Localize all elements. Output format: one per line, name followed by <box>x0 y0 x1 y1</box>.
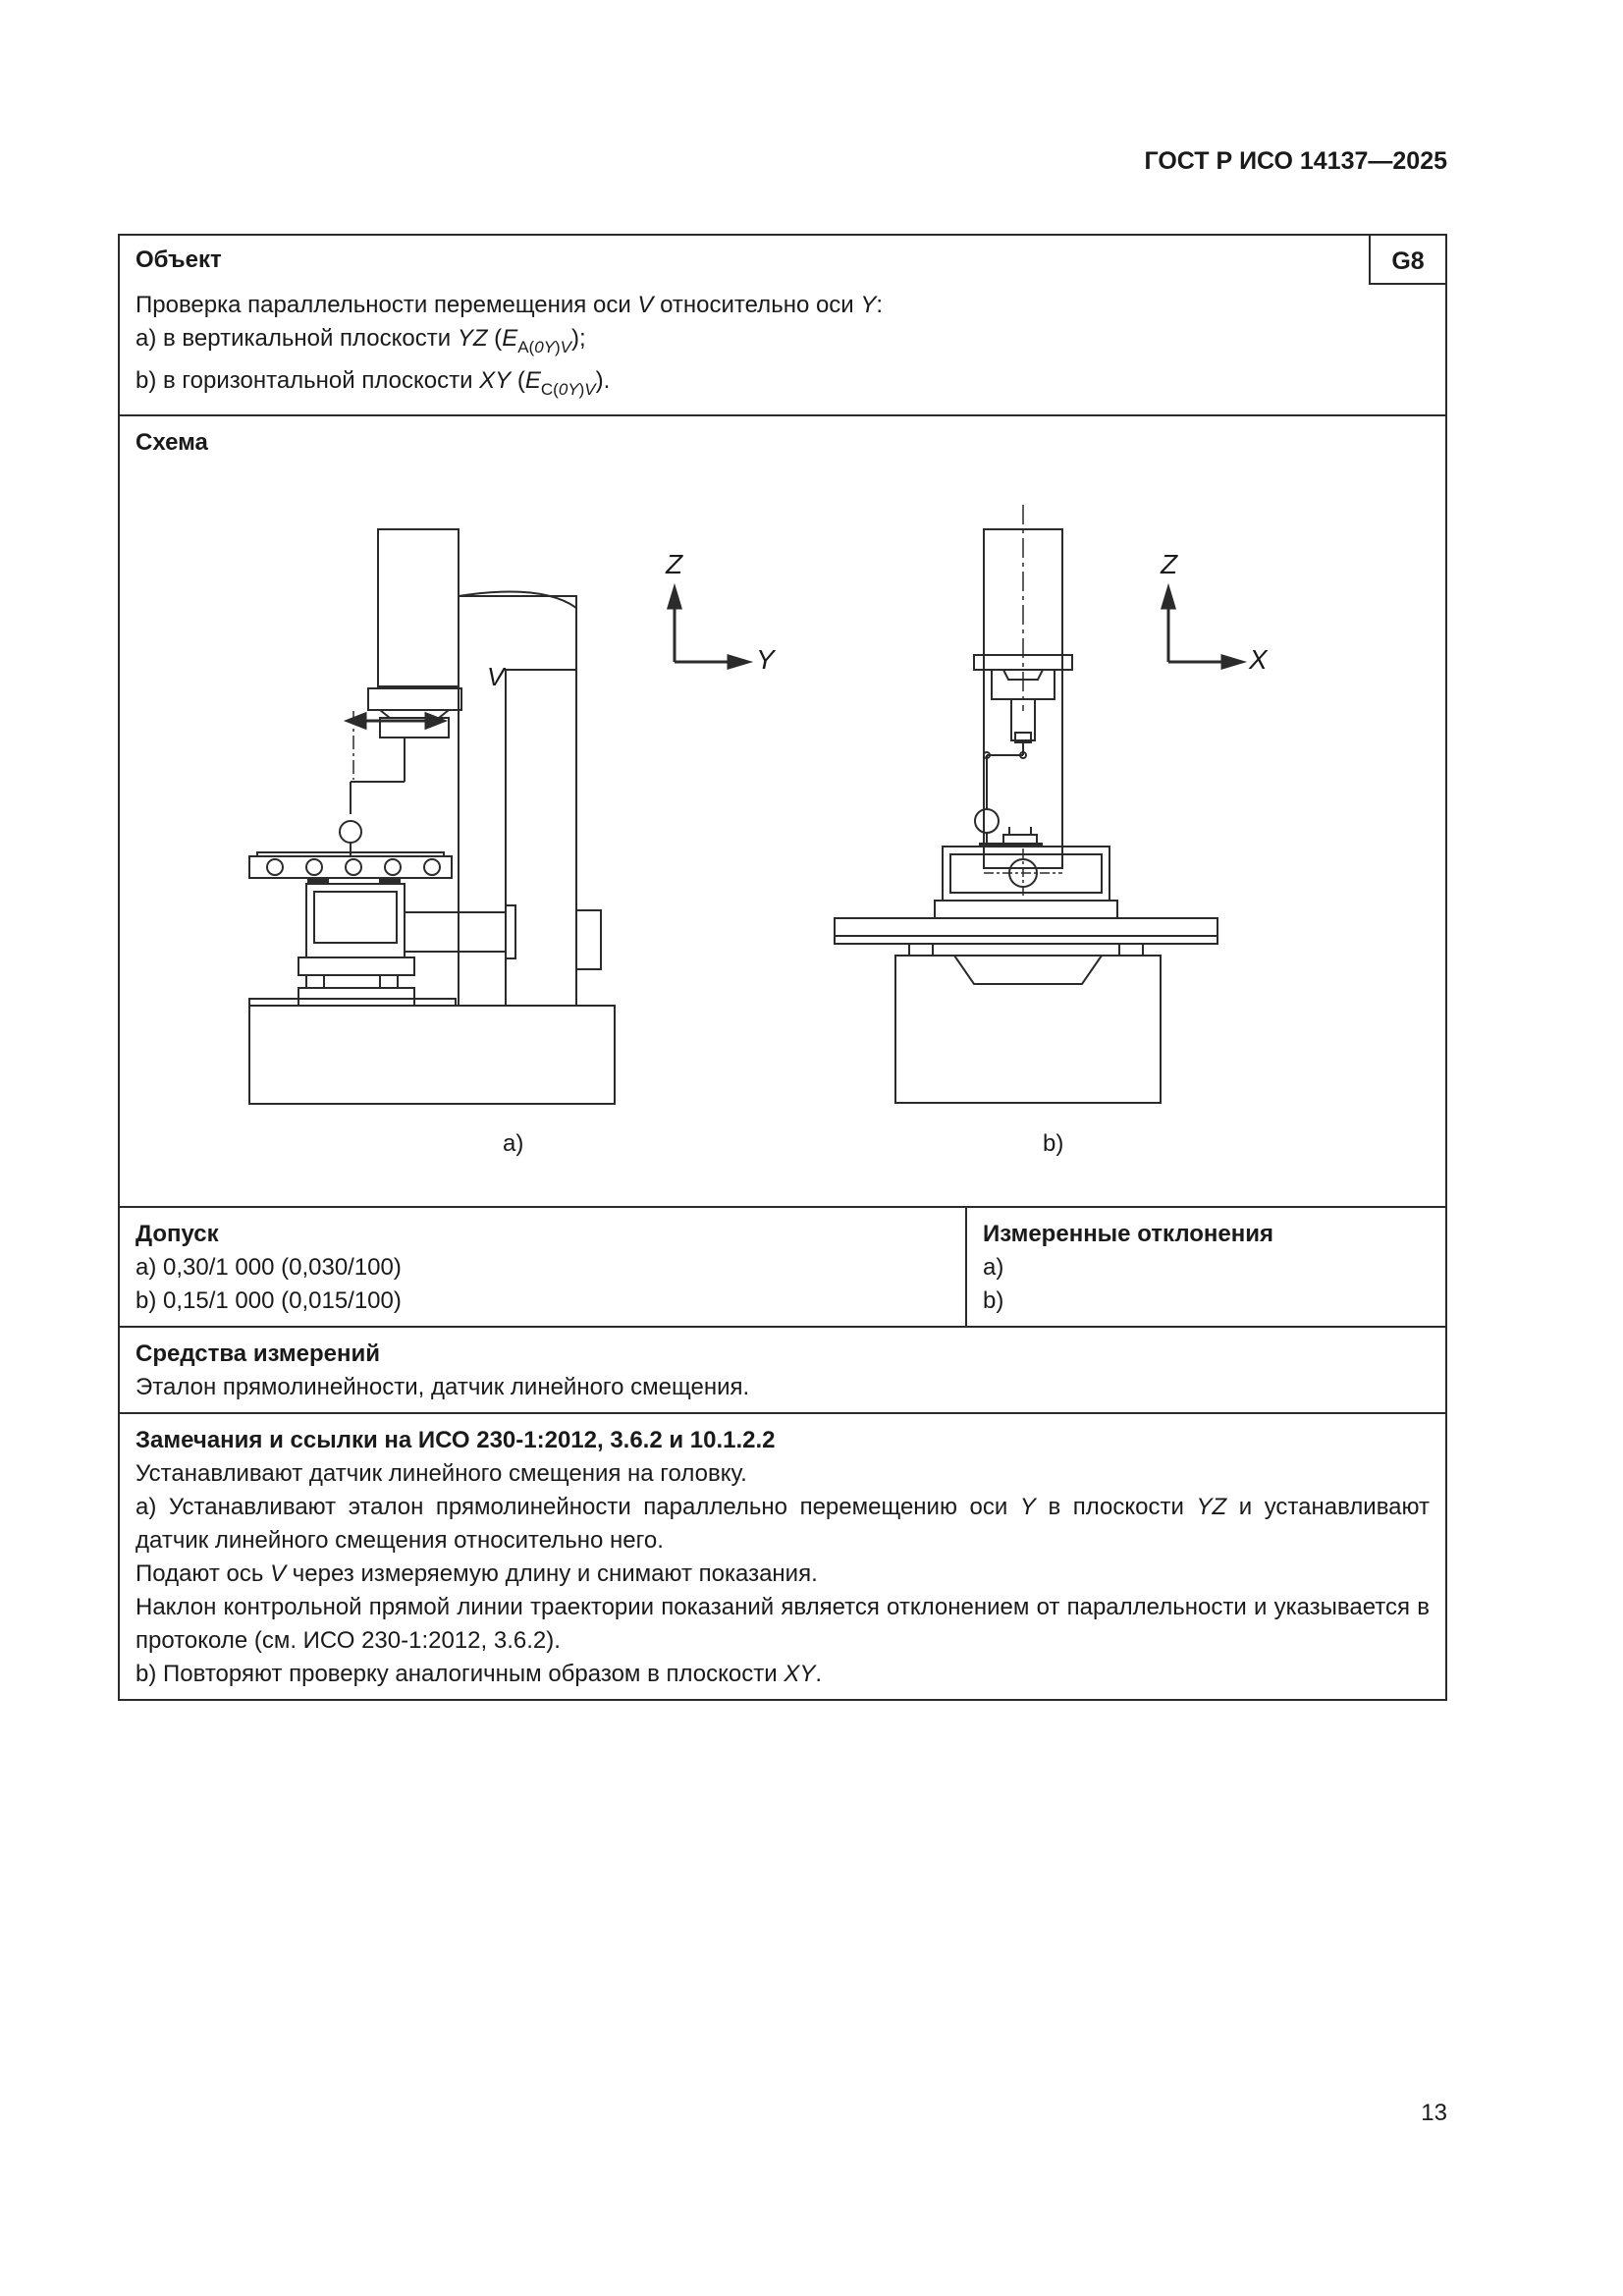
axis-x-label-b: X <box>1249 644 1268 675</box>
tolerance-section <box>118 1208 1447 1328</box>
test-code: G8 <box>1369 234 1447 285</box>
measured-heading: Измеренные отклонения <box>983 1221 1274 1247</box>
object-heading: Объект <box>135 246 222 273</box>
object-line-3: b) в горизонтальной плоскости XY $(E_{C(0Y)V})$. <box>135 367 611 399</box>
measured-a: a) <box>983 1254 1004 1281</box>
instruments-heading: Средства измерений <box>135 1340 381 1367</box>
remarks-section <box>118 1414 1447 1701</box>
motion-arrow-v <box>348 714 444 728</box>
figure-a-label: a) <box>503 1130 524 1157</box>
instruments-section <box>118 1328 1447 1414</box>
tolerance-heading: Допуск <box>135 1221 219 1247</box>
remarks-p4: Наклон контрольной прямой линии траектории показаний является отклонением от параллельности и указывается в протоколе (см. ИСО 230-1:2012, 3.6.2). <box>135 1594 1430 1654</box>
object-line-2: a) в вертикальной плоскости YZ $(E_{A(0Y)V})$; <box>135 325 586 356</box>
tolerance-b: b) 0,15/1 000 (0,015/100) <box>135 1287 402 1314</box>
schema-section <box>118 416 1447 1208</box>
remarks-heading: Замечания и ссылки на ИСО 230-1:2012, 3.6.2 и 10.1.2.2 <box>135 1427 776 1453</box>
axes-a <box>669 588 748 668</box>
remarks-p5: b) Повторяют проверку аналогичным образом в плоскости XY. <box>135 1661 822 1687</box>
figure-a-machine <box>249 529 615 1104</box>
remarks-p3: Подают ось V через измеряемую длину и снимают показания. <box>135 1560 818 1587</box>
object-line-1: Проверка параллельности перемещения оси V относительно оси Y: <box>135 292 884 318</box>
object-section <box>118 234 1447 416</box>
document-code: ГОСТ Р ИСО 14137—2025 <box>1144 147 1447 175</box>
measured-b: b) <box>983 1287 1004 1314</box>
motion-label-v: V <box>487 662 505 691</box>
schema-drawing <box>120 416 1445 1208</box>
axis-y-label-a: Y <box>756 644 775 675</box>
axes-b <box>1163 588 1242 668</box>
schema-heading: Схема <box>135 429 208 456</box>
instruments-text: Эталон прямолинейности, датчик линейного смещения. <box>135 1374 750 1400</box>
axis-z-label-a: Z <box>666 549 683 579</box>
page-number: 13 <box>1421 2100 1447 2126</box>
remarks-p2: a) Устанавливают эталон прямолинейности параллельно перемещению оси Y в плоскости YZ и устанавливают датчик линейного смещения относительно него. <box>135 1494 1430 1554</box>
figure-b-label: b) <box>1043 1130 1064 1157</box>
tolerance-a: a) 0,30/1 000 (0,030/100) <box>135 1254 402 1281</box>
test-sheet-table <box>118 234 1447 1701</box>
axis-z-label-b: Z <box>1161 549 1178 579</box>
figure-b-machine <box>835 505 1217 1103</box>
remarks-p1: Устанавливают датчик линейного смещения на головку. <box>135 1460 747 1487</box>
